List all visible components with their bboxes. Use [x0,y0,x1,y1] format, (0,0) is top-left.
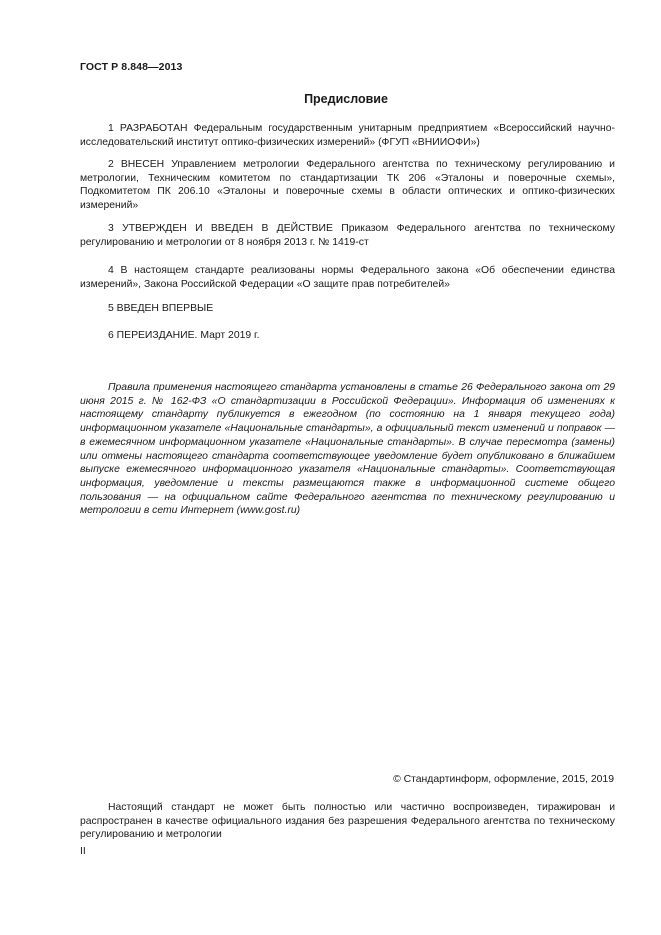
preface-item-3: 3 УТВЕРЖДЕН И ВВЕДЕН В ДЕЙСТВИЕ Приказом Федерального агентства по техническому регулированию и метрологии от 8 ноября 2013 г. № 1419-ст [80,223,615,248]
document-code: ГОСТ Р 8.848—2013 [80,61,183,73]
preface-item-1: 1 РАЗРАБОТАН Федеральным государственным унитарным предприятием «Всероссийский научно-исследовательский институт оптико-физических измерений» (ФГУП «ВНИИОФИ») [80,123,615,148]
copyright-line: © Стандартинформ, оформление, 2015, 2019 [393,774,614,785]
page-number: II [80,846,86,857]
preface-title: Предисловие [304,92,388,106]
preface-item-4: 4 В настоящем стандарте реализованы нормы Федерального закона «Об обеспечении единства измерений», Закона Российской Федерации «О защите прав потребителей» [80,265,615,290]
application-rules-notice: Правила применения настоящего стандарта установлены в статье 26 Федерального закона от 29 июня 2015 г. № 162-ФЗ «О стандартизации в Российской Федерации». Информация об изменениях к настоящему стандарту публикуется в ежегодном (по состоянию на 1 января текущего года) информационном указателе «Национальные стандарты», а официальный текст изменений и поправок — в ежемесячном информационном указателе «Национальные стандарты». В случае пересмотра (замены) или отмены настоящего стандарта соответствующее уведомление будет опубликовано в ближайшем выпуске ежемесячного информационного указателя «Национальные стандарты». Соответствующая информация, уведомление и тексты размещаются также в информационной системе общего пользования — на официальном сайте Федерального агентства по техническому регулированию и метрологии в сети Интернет (www.gost.ru) [80,382,615,517]
reproduction-notice: Настоящий стандарт не может быть полностью или частично воспроизведен, тиражирован и распространен в качестве официального издания без разрешения Федерального агентства по техническому регулированию и метрологии [80,802,615,841]
preface-item-2: 2 ВНЕСЕН Управлением метрологии Федерального агентства по техническому регулированию и метрологии, Техническим комитетом по стандартизации ТК 206 «Эталоны и поверочные схемы», Подкомитетом ПК 206.10 «Эталоны и поверочные схемы в области оптических и оптико-физических измерений» [80,159,615,212]
preface-item-5: 5 ВВЕДЕН ВПЕРВЫЕ [108,303,214,314]
preface-item-6: 6 ПЕРЕИЗДАНИЕ. Март 2019 г. [108,330,260,341]
